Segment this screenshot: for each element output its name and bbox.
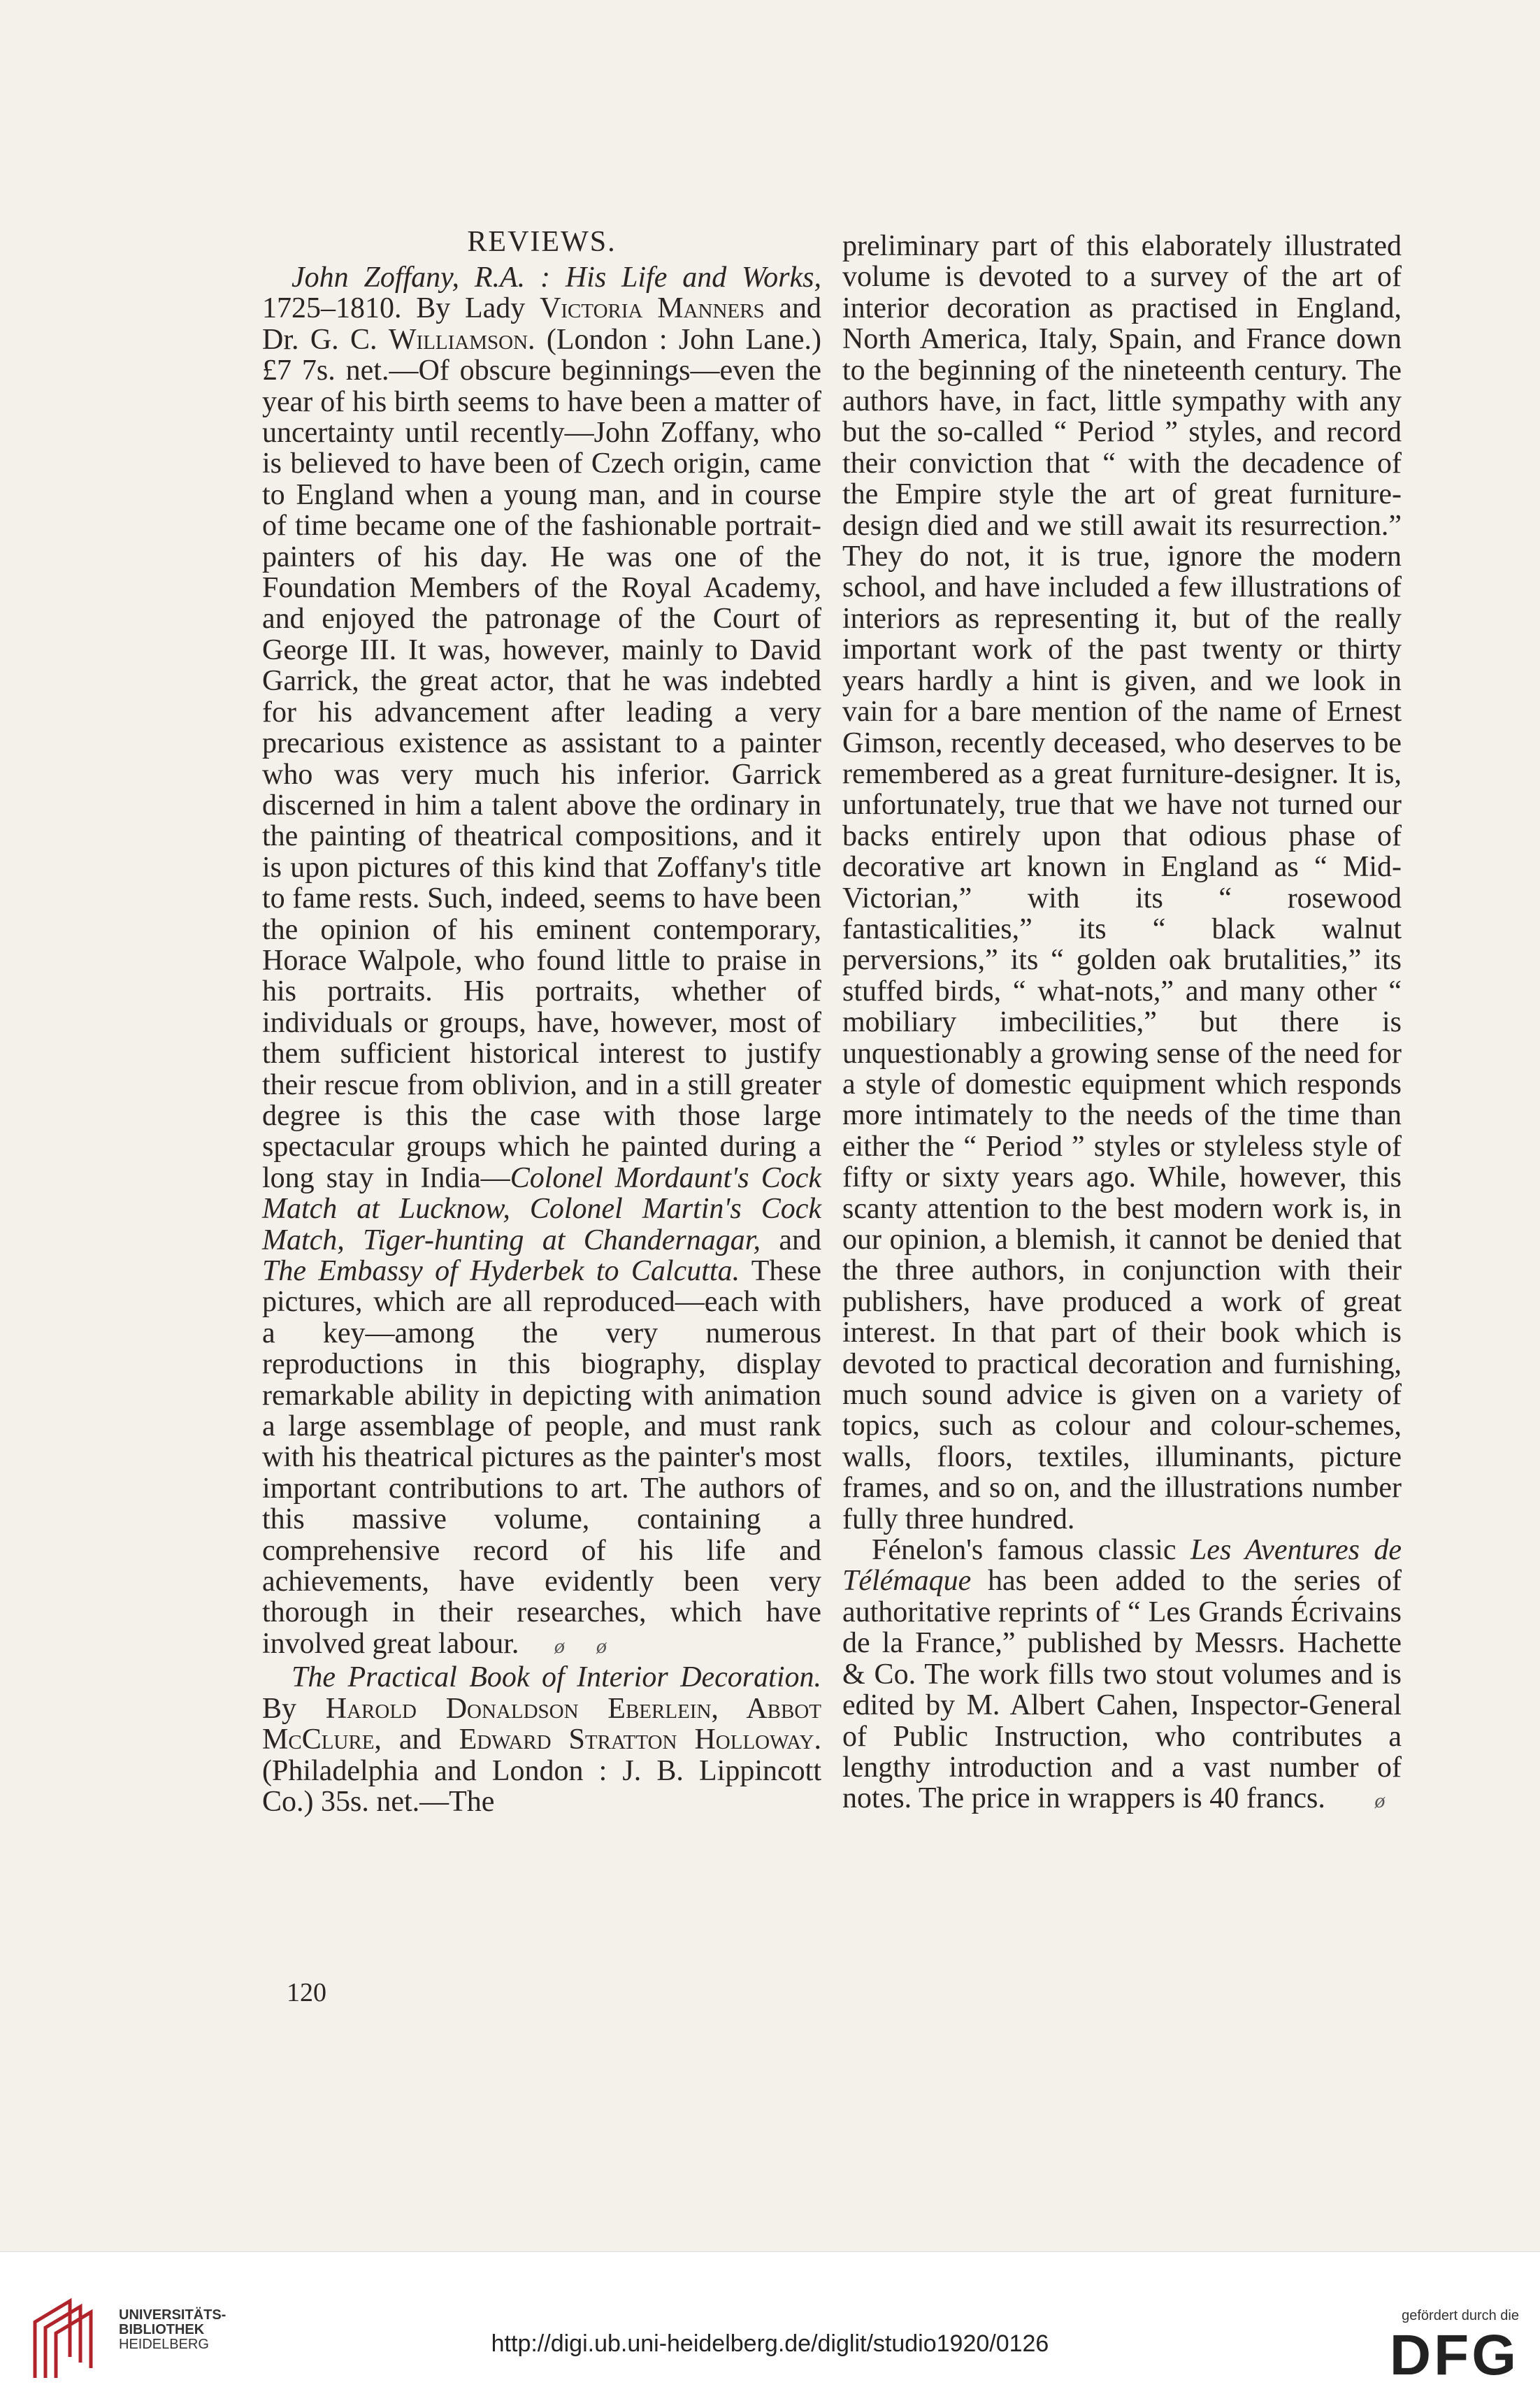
review-works: Colonel Mordaunt's Cock Match at Lucknow, Colonel Martin's Cock Match, Tiger-hunting at Chandernagar, (262, 1161, 822, 1256)
ornament-icon: ø (1374, 1789, 1386, 1813)
review-author: Harold Donaldson Eberlein, Abbot McClure, (262, 1692, 821, 1756)
review-author: Victoria Manners (540, 292, 765, 325)
page-heading: REVIEWS. (467, 226, 617, 258)
funder-block (1358, 2308, 1519, 2387)
funded-by-label: gefördert durch die (1402, 2308, 1519, 2323)
review-title: Les Aventures de Télémaque (842, 1534, 1402, 1598)
review-body: has been added to the series of authoritative reprints of “ Les Grands Écrivains de la France,” published by Messrs. Hachette & Co. The work fills two stout volumes and is edited by M. Albert Cahen, Inspector-General of Public Instruction, who contributes a lengthy introduction and a vast number of notes. The price in wrappers is 40 francs. (842, 1565, 1402, 1815)
review-telemaque: Fénelon's famous classic Les Aventures de Télémaque has been added to the series of authoritative reprints of “ Les Grands Écrivains de la France,” published by Messrs. Hachette & Co. The work fills two stout volumes and is edited by M. Albert Cahen, Inspector-General of Public Instruction, who contributes a lengthy introduction and a vast number of notes. The price in wrappers is 40 francs. ø (842, 1534, 1402, 1815)
review-body: —The (419, 1785, 495, 1818)
ornament-icon: ø ø (554, 1634, 607, 1658)
review-publisher: . (London : John Lane.) £7 7s. net. (262, 323, 821, 387)
review-interior-decoration: The Practical Book of Interior Decoration. By Harold Donaldson Eberlein, Abbot McClure, and Edward Stratton Holloway. (Philadelphia and London : J. B. Lippincott Co.) 35s. net.—The (262, 1661, 821, 1818)
review-dates: 1725–1810. (262, 292, 402, 325)
footer (0, 2251, 1540, 2401)
dfg-logo: DFG (1389, 2323, 1519, 2387)
review-author: Williamson (388, 323, 528, 356)
review-continuation: preliminary part of this elaborately illustrated volume is devoted to a survey of the art of interior decoration as practised in England, North America, Italy, Spain, and France down to the beginning of the nineteenth century. The authors have, in fact, little sympathy with any but the so-called “ Period ” styles, and record their conviction that “ with the decadence of the Empire style the art of great furniture-design died and we still await its resurrection.” They do not, it is true, ignore the modern school, and have included a few illustrations of interiors as representing it, but of the really important work of the past twenty or thirty years hardly a hint is given, and we look in vain for a bare mention of the name of Ernest Gimson, recently deceased, who deserves to be remembered as a great furniture-designer. It is, unfortunately, true that we have not turned our backs entirely upon that odious phase of decorative art known in England as “ Mid-Victorian,” with its “ rosewood fantasticalities,” its “ black walnut perversions,” its “ golden oak brutalities,” its stuffed birds, “ what-nots,” and many other “ mobiliary imbecilities,” but there is unquestionably a growing sense of the need for a style of domestic equipment which responds more intimately to the needs of the time than either the “ Period ” styles or styleless style of fifty or sixty years ago. While, however, this scanty attention to the best modern work is, in our opinion, a blemish, it cannot be denied that the three authors, in conjunction with their publishers, have produced a work of great interest. In that part of their book which is devoted to practical decoration and furnishing, much sound advice is given on a variety of topics, such as colour and colour-schemes, walls, floors, textiles, illuminants, picture frames, and so on, and the illustrations number fully three hundred. (842, 230, 1402, 1535)
review-publisher: . (Philadelphia and London : J. B. Lippincott Co.) 35s. net. (262, 1723, 821, 1818)
review-author: Edward Stratton Holloway (459, 1723, 814, 1756)
review-body: —Of obscure beginnings—even the year of his birth seems to have been a matter of uncertainty until recently—John Zoffany, who is believed to have been of Czech origin, came to England when a young man, and in course of time became one of the fashionable portrait-painters of his day. He was one of the Foundation Members of the Royal Academy, and enjoyed the patronage of the Court of George III. It was, however, mainly to David Garrick, the great actor, that he was indebted for his advancement after leading a very precarious existence as assistant to a painter who was very much his inferior. Garrick discerned in him a talent above the ordinary in the painting of theatrical compositions, and it is upon pictures of this kind that Zoffany's title to fame rests. Such, indeed, seems to have been the opinion of his eminent contemporary, Horace Walpole, who found little to praise in his portraits. His portraits, whether of individuals or groups, have, however, most of them sufficient historical interest to justify their rescue from oblivion, and in a still greater degree is this the case with those large spectacular groups which he painted during a long stay in India— (262, 354, 821, 1194)
source-url-link[interactable]: http://digi.ub.uni-heidelberg.de/diglit/studio1920/0126 (491, 2330, 1049, 2357)
page-number: 120 (287, 1978, 326, 2007)
review-body: These pictures, which are all reproduced—each with a key—among the very numerous reproductions in this biography, display remarkable ability in depicting with animation a large assemblage of people, and must rank with his theatrical pictures as the painter's most important contributions to art. The authors of this massive volume, containing a comprehensive record of his life and achievements, have evidently been very thorough in their researches, which have involved great labour. (262, 1255, 822, 1660)
review-work: The Embassy of Hyderbek to Calcutta. (262, 1255, 740, 1287)
review-title: The Practical Book of Interior Decoration. (292, 1661, 821, 1694)
library-name: UNIVERSITÄTS- BIBLIOTHEK HEIDELBERG (119, 2307, 226, 2352)
review-zoffany: John Zoffany, R.A. : His Life and Works, 1725–1810. By Lady Victoria Manners and Dr. G. C. Williamson. (London : John Lane.) £7 7s. net.—Of obscure beginnings—even the year of his birth seems to have been a matter of uncertainty until recently—John Zoffany, who is believed to have been of Czech origin, came to England when a young man, and in course of time became one of the fashionable portrait-painters of his day. He was one of the Foundation Members of the Royal Academy, and enjoyed the patronage of the Court of George III. It was, however, mainly to David Garrick, the great actor, that he was indebted for his advancement after leading a very precarious existence as assistant to a painter who was very much his inferior. Garrick discerned in him a talent above the ordinary in the painting of theatrical compositions, and it is upon pictures of this kind that Zoffany's title to fame rests. Such, indeed, seems to have been the opinion of his eminent contemporary, Horace Walpole, who found little to praise in his portraits. His portraits, whether of individuals or groups, have, however, most of them sufficient historical interest to justify their rescue from oblivion, and in a still greater degree is this the case with those large spectacular groups which he painted during a long stay in India—Colonel Mordaunt's Cock Match at Lucknow, Colonel Martin's Cock Match, Tiger-hunting at Chandernagar, and The Embassy of Hyderbek to Calcutta. These pictures, which are all reproduced—each with a key—among the very numerous reproductions in this biography, display remarkable ability in depicting with animation a large assemblage of people, and must rank with his theatrical pictures as the painter's most important contributions to art. The authors of this massive volume, containing a comprehensive record of his life and achievements, have evidently been very thorough in their researches, which have involved great labour. ø ø (262, 261, 822, 1660)
right-column (842, 231, 1402, 1817)
left-column (262, 262, 821, 1817)
review-title: John Zoffany, R.A. : His Life and Works, (292, 261, 821, 294)
